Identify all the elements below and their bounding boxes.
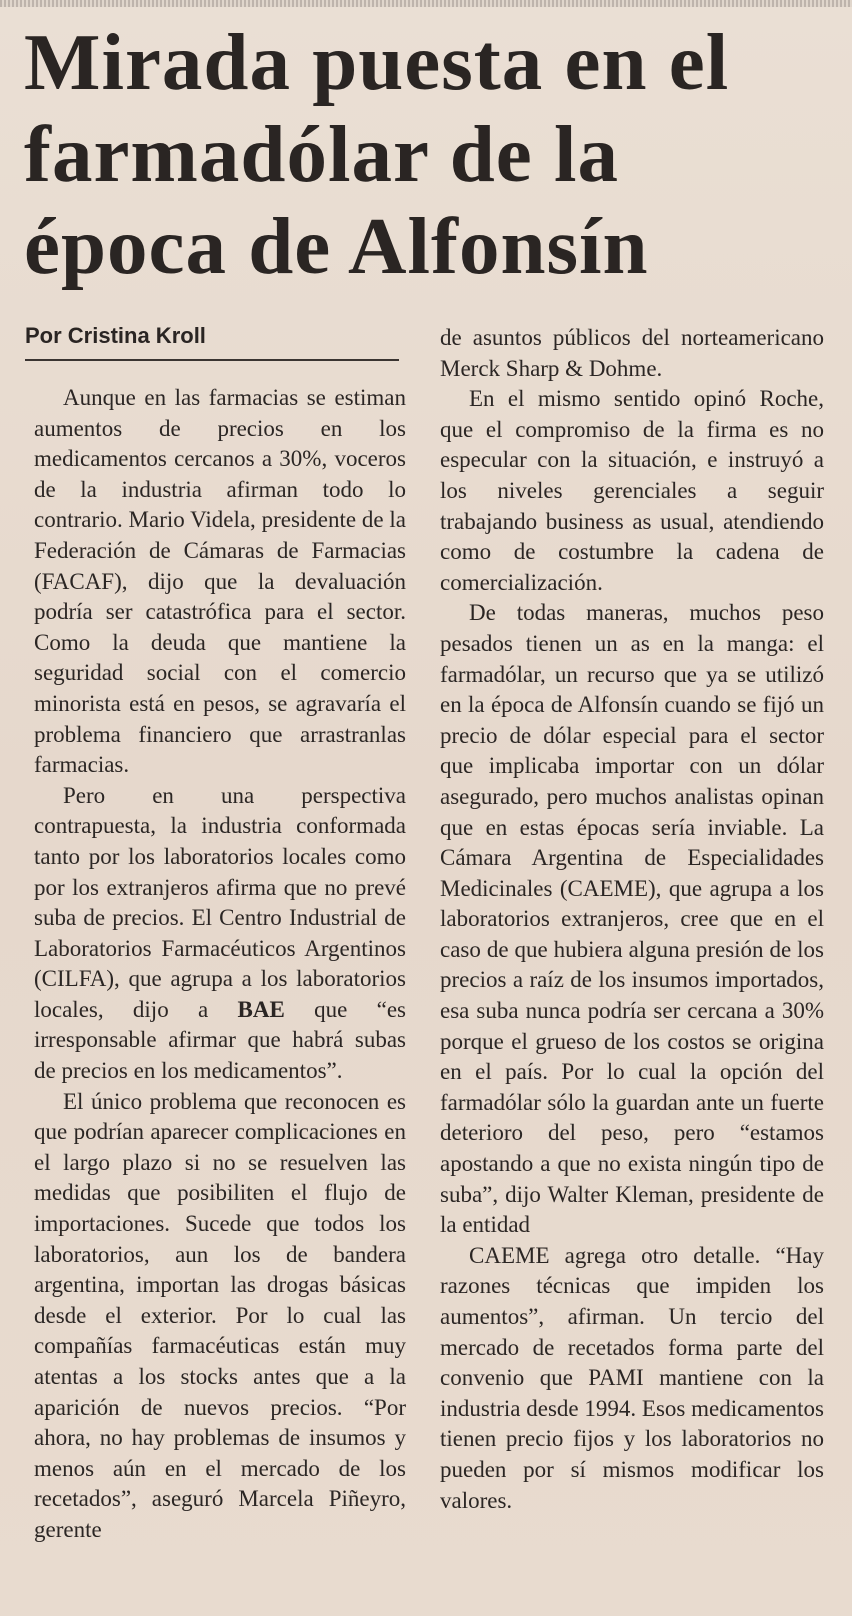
byline: Por Cristina Kroll xyxy=(25,323,206,348)
top-edge-strip xyxy=(0,0,852,7)
byline-rule xyxy=(25,359,399,361)
paragraph xyxy=(34,781,406,1087)
paragraph: CAEME agrega otro detalle. “Hay razones técnicas que impiden los aumentos”, afirman. Un tercio del mercado de recetados forma parte del convenio que PAMI mantiene con la industria desde 1994. Esos medicamentos tienen precio fijos y los laboratorios no pueden por sí mismos modificar los valores. xyxy=(440,1242,824,1513)
paragraph: En el mismo sentido opinó Roche, que el compromiso de la firma es no especular con la situación, e instruyó a los niveles gerenciales a seguir trabajando business as usual, atendiendo como de costumbre la cadena de comercialización. xyxy=(440,386,824,595)
paragraph-text: que “es irresponsable afirmar que habrá subas de precios en los medicamentos”. xyxy=(34,996,407,1084)
paragraph-continuation: de asuntos públicos del norteamericano Merck Sharp & Dohme. xyxy=(440,325,824,381)
article-column-left xyxy=(34,383,406,1546)
headline: Mirada puesta en el farmadólar de la época de Alfonsín xyxy=(24,17,730,291)
paragraph-text: Pero en una perspectiva contrapuesta, la industria conformada tanto por los laboratorios locales como por los extranjeros afirma que no prevé suba de precios. El Centro Industrial de Laboratorios Farmacéuticos Argentinos (CILFA), que agrupa a los laboratorios locales, dijo a xyxy=(34,782,406,1022)
paragraph: De todas maneras, muchos peso pesados tienen un as en la manga: el farmadólar, un recurso que ya se utilizó en la época de Alfonsín cuando se fijó un precio de dólar especial para el sector que implicaba importar con un dólar asegurado, pero muchos analistas opinan que en estas épocas sería inviable. La Cámara Argentina de Especialidades Medicinales (CAEME), que agrupa a los laboratorios extranjeros, cree que en el caso de que hubiera alguna presión de los precios a raíz de los insumos importados, esa suba nunca podría ser cercana a 30% porque el grueso de los costos se origina en el país. Por lo cual la opción del farmadólar sólo la guardan ante un fuerte deterioro del peso, pero “estamos apostando a que no exista ningún tipo de suba”, dijo Walter Kleman, presidente de la entidad xyxy=(440,600,824,1238)
paragraph: Aunque en las farmacias se estiman aumentos de precios en los medicamentos cercanos a 30%, voceros de la industria afirman todo lo contrario. Mario Videla, presidente de la Federación de Cámaras de Farmacias (FACAF), dijo que la devaluación podría ser catastrófica para el sector. Como la deuda que mantiene la seguridad social con el comercio minorista está en pesos, se agravaría el problema financiero que arrastranlas farmacias. xyxy=(34,385,406,778)
article-column-right xyxy=(440,323,824,1516)
brand-name: BAE xyxy=(237,996,285,1022)
paragraph: El único problema que reconocen es que podrían aparecer complicaciones en el largo plazo si no se resuelven las medidas que posibiliten el flujo de importaciones. Sucede que todos los laboratorios, aun los de bandera argentina, importan las drogas básicas desde el exterior. Por lo cual las compañías farmacéuticas están muy atentas a los stocks antes que a la aparición de nuevos precios. “Por ahora, no hay problemas de insumos y menos aún en el mercado de los recetados”, aseguró Marcela Piñeyro, gerente xyxy=(34,1088,406,1542)
